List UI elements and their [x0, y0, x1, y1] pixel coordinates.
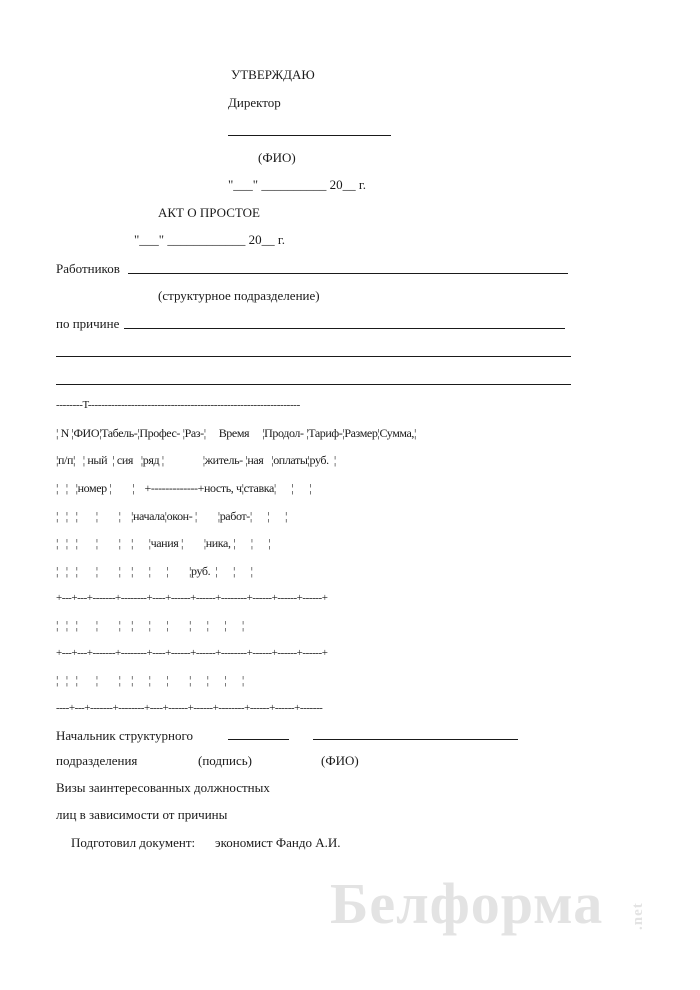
workers-line [128, 273, 568, 274]
table-line: ¦п/п¦ ¦ ный ¦ сия ¦ряд ¦ ¦житель- ¦ная ¦оплаты¦руб. ¦ [56, 453, 336, 467]
table-line: ¦ ¦ ¦ ¦ ¦ ¦ ¦чания ¦ ¦ника, ¦ ¦ ¦ [56, 536, 271, 550]
chief-label-line2: подразделения [56, 753, 138, 768]
table-line: +---+---+-------+--------+----+------+------+--------+------+------+------+ [56, 592, 328, 604]
approval-fio: (ФИО) [258, 150, 296, 165]
table-line: +---+---+-------+--------+----+------+------+--------+------+------+------+ [56, 647, 328, 659]
workers-label: Работников [56, 261, 120, 276]
visas-line2: лиц в зависимости от причины [56, 807, 228, 822]
reason-line [124, 328, 565, 329]
table-line: ¦ ¦ ¦номер ¦ ¦ +-------------+ность, ч¦ставка¦ ¦ ¦ [56, 481, 312, 495]
visas-line1: Визы заинтересованных должностных [56, 780, 270, 795]
table-line: ----+---+-------+--------+----+------+------+--------+------+------+------- [56, 702, 323, 714]
approval-title: УТВЕРЖДАЮ [231, 67, 315, 82]
act-title: АКТ О ПРОСТОЕ [158, 205, 260, 220]
act-date: "___" ____________ 20__ г. [134, 232, 285, 247]
watermark-suffix: .net [630, 902, 646, 930]
chief-signature-line [228, 739, 289, 740]
watermark-brand: Белформа [330, 871, 604, 936]
chief-fio-line [313, 739, 518, 740]
reason-line-3 [56, 384, 571, 385]
signature-caption: (подпись) [198, 753, 252, 768]
table-line: ¦ ¦ ¦ ¦ ¦ ¦начала¦окон- ¦ ¦работ-¦ ¦ ¦ [56, 509, 288, 523]
belforma-watermark [330, 870, 646, 937]
approval-date: "___" __________ 20__ г. [228, 177, 366, 192]
table-line: --------T---------------------------------------------------------------- [56, 399, 300, 411]
reason-label: по причине [56, 316, 120, 331]
table-line: ¦ ¦ ¦ ¦ ¦ ¦ ¦ ¦ ¦руб. ¦ ¦ ¦ [56, 564, 253, 578]
approval-position: Директор [228, 95, 281, 110]
workers-note: (структурное подразделение) [158, 288, 320, 303]
table-line: ¦ N ¦ФИО¦Табель-¦Профес- ¦Раз-¦ Время ¦Продол- ¦Тариф-¦Размер¦Сумма,¦ [56, 426, 417, 440]
reason-line-2 [56, 356, 571, 357]
director-signature-line [228, 135, 391, 136]
prepared-author: экономист Фандо А.И. [215, 835, 341, 850]
table-line: ¦ ¦ ¦ ¦ ¦ ¦ ¦ ¦ ¦ ¦ ¦ ¦ [56, 618, 244, 632]
chief-label-line1: Начальник структурного [56, 728, 194, 743]
prepared-label: Подготовил документ: [71, 835, 196, 850]
table-line: ¦ ¦ ¦ ¦ ¦ ¦ ¦ ¦ ¦ ¦ ¦ ¦ [56, 673, 244, 687]
fio-caption: (ФИО) [321, 753, 359, 768]
